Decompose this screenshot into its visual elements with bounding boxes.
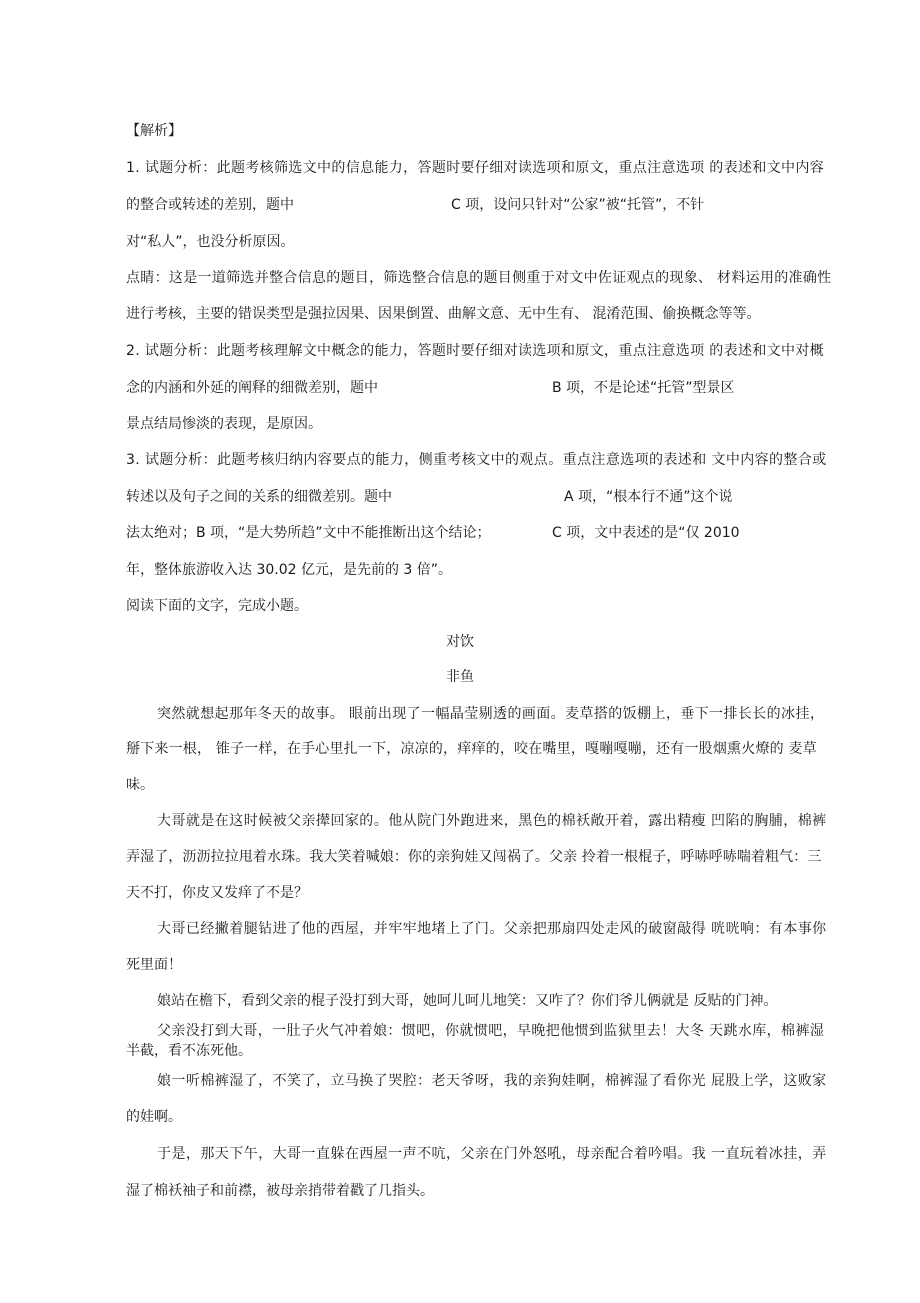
q2-analysis-line-3: 景点结局惨淡的表现，是原因。: [126, 416, 322, 432]
reading-instruction: 阅读下面的文字，完成小题。: [126, 598, 308, 614]
story-paragraph-1-line-3: 味。: [126, 777, 154, 793]
q2-analysis-line-2-left: 念的内涵和外延的阐释的细微差别，题中: [126, 380, 378, 396]
q3-analysis-line-2-left: 转述以及句子之间的关系的细微差别。题中: [126, 489, 392, 505]
q3-analysis-line-2-right: A 项，“根本行不通”这个说: [564, 489, 733, 505]
note-line-2: 进行考核，主要的错误类型是强拉因果、因果倒置、曲解文意、无中生有、 混淆范围、偷换概念等等。: [126, 306, 761, 322]
q3-analysis-line-4: 年，整体旅游收入达 30.02 亿元，是先前的 3 倍”。: [126, 562, 453, 578]
story-paragraph-5-line-2: 半截，看不冻死他。: [126, 1043, 252, 1059]
q2-analysis-line-2-right: B 项，不是论述“托管”型景区: [552, 380, 735, 396]
q3-analysis-line-3-left: 法太绝对；B 项，“是大势所趋”文中不能推断出这个结论；: [126, 525, 491, 541]
note-line-1: 点睛：这是一道筛选并整合信息的题目，筛选整合信息的题目侧重于对文中佐证观点的现象、 材料运用的准确性: [126, 270, 832, 286]
story-paragraph-2-line-2: 弄湿了，沥沥拉拉甩着水珠。我大笑着喊娘：你的亲狗娃又闯祸了。父亲 拎着一根棍子，呼哧呼哧喘着粗气：三: [126, 849, 822, 865]
story-paragraph-5-line-1: 父亲没打到大哥，一肚子火气冲着娘：惯吧，你就惯吧，早晚把他惯到监狱里去！大冬 天跳水库，棉裤湿: [157, 1023, 825, 1039]
q1-analysis-line-1: 1. 试题分析：此题考核筛选文中的信息能力，答题时要仔细对读选项和原文，重点注意选项 的表述和文中内容: [126, 160, 825, 176]
story-paragraph-7-line-1: 于是，那天下午，大哥一直躲在西屋一声不吭，父亲在门外怒吼，母亲配合着吟唱。我 一直玩着冰挂，弄: [157, 1146, 827, 1162]
q3-analysis-line-1: 3. 试题分析：此题考核归纳内容要点的能力，侧重考核文中的观点。重点注意选项的表述和 文中内容的整合或: [126, 452, 827, 468]
analysis-heading: 【解析】: [126, 123, 182, 139]
q3-analysis-line-3-right: C 项，文中表述的是“仅 2010: [552, 525, 740, 541]
story-paragraph-3-line-2: 死里面！: [126, 957, 182, 973]
story-title: 对饮: [446, 634, 474, 650]
q1-analysis-line-2-right: C 项，设问只针对“公家”被“托管”，不针: [451, 197, 705, 213]
story-paragraph-2-line-3: 天不打，你皮又发痒了不是？: [126, 885, 308, 901]
story-paragraph-6-line-1: 娘一听棉裤湿了，不笑了，立马换了哭腔：老天爷呀，我的亲狗娃啊，棉裤湿了看你光 屁股上学，这败家: [157, 1073, 827, 1089]
story-paragraph-7-line-2: 湿了棉袄袖子和前襟，被母亲捎带着戳了几指头。: [126, 1183, 434, 1199]
story-author: 非鱼: [446, 669, 474, 685]
q1-analysis-line-2-left: 的整合或转述的差别，题中: [126, 197, 294, 213]
story-paragraph-4-line-1: 娘站在檐下，看到父亲的棍子没打到大哥，她呵儿呵儿地笑：又咋了？你们爷儿俩就是 反贴的门神。: [157, 993, 778, 1009]
story-paragraph-2-line-1: 大哥就是在这时候被父亲撵回家的。他从院门外跑进来，黑色的棉袄敞开着，露出精瘦 凹陷的胸脯，棉裤: [157, 813, 827, 829]
story-paragraph-3-line-1: 大哥已经撇着腿钻进了他的西屋，并牢牢地堵上了门。父亲把那扇四处走风的破窗敲得 咣咣响：有本事你: [157, 921, 827, 937]
q2-analysis-line-1: 2. 试题分析：此题考核理解文中概念的能力，答题时要仔细对读选项和原文，重点注意选项 的表述和文中对概: [126, 343, 825, 359]
story-paragraph-1-line-2: 掰下来一根， 锥子一样，在手心里扎一下，凉凉的，痒痒的，咬在嘴里，嘎嘣嘎嘣，还有一股烟熏火燎的 麦草: [126, 741, 817, 757]
q1-analysis-line-3: 对“私人”，也没分析原因。: [126, 234, 295, 250]
story-paragraph-6-line-2: 的娃啊。: [126, 1109, 182, 1125]
story-paragraph-1-line-1: 突然就想起那年冬天的故事。 眼前出现了一幅晶莹剔透的画面。麦草搭的饭棚上，垂下一排长长的冰挂，: [157, 706, 825, 722]
